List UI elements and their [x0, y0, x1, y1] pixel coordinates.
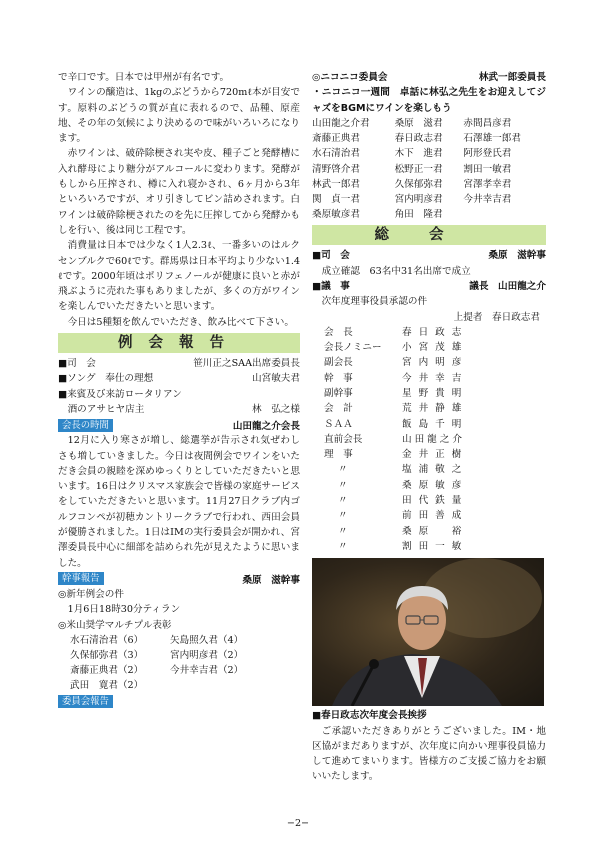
niko-row: 水石清治君 木下 進君 阿形登氏君	[312, 148, 512, 160]
officer-name: 星野貴明	[402, 387, 469, 399]
niko-names-table	[312, 116, 546, 222]
sokai-banner: 総会	[312, 225, 546, 245]
officer-role: 〃	[338, 510, 348, 522]
officer-name: 塩浦敬之	[402, 464, 469, 476]
kanji-line: 1月6日18時30分ティラン	[58, 604, 181, 616]
officer-name: 桑原敏彦	[402, 479, 469, 491]
info-row: ■ソング 奉仕の理想 山宮敏夫君	[58, 373, 300, 385]
iinkai-label: 委員会報告	[58, 695, 113, 708]
niko-row: 清野啓介君 松野正一君 割田一敏君	[312, 163, 512, 175]
officer-role: 会長ノミニー	[324, 342, 382, 354]
sokai-row: 次年度理事役員承認の件	[312, 296, 428, 308]
award-row: 斎藤正典君（2） 今井幸吉君（2）	[70, 665, 244, 677]
officer-name: 山田龍之介	[402, 433, 465, 445]
officer-name: 小宮茂雄	[402, 342, 469, 354]
officer-name: 田代鉄量	[402, 495, 469, 507]
right-column	[312, 70, 546, 785]
kanji-speaker: 桑原 滋幹事	[242, 574, 300, 586]
officer-role: 〃	[338, 540, 348, 552]
info-row: ■司 会 笹川正之SAA出席委員長	[58, 358, 300, 370]
award-row: 久保郁弥君（3） 宮内明彦君（2）	[70, 650, 244, 661]
page-number: −2−	[286, 818, 310, 829]
officer-role: 副会長	[324, 357, 353, 369]
kanji-label: 幹事報告	[58, 572, 104, 585]
niko-heading: ◎ニコニコ委員会 林武一郎委員長	[312, 72, 546, 83]
niko-row: 桑原敏彦君 角田 隆君	[312, 209, 443, 221]
officer-role: 〃	[338, 464, 348, 476]
award-row: 水石清治君（6） 矢島照久君（4）	[70, 634, 244, 646]
sokai-row: ■司 会 桑原 滋幹事	[312, 250, 546, 262]
niko-row: 山田龍之介君 桑原 滋君 赤間昌彦君	[312, 117, 512, 129]
officer-name: 割田一敏	[402, 540, 469, 552]
left-column	[58, 70, 300, 709]
kaicho-label: 会長の時間	[58, 419, 113, 432]
officer-role: 会 長	[324, 326, 353, 338]
speaker-photo	[312, 558, 544, 706]
kaicho-speaker: 山田龍之介会長	[232, 421, 300, 433]
officer-role: 〃	[338, 495, 348, 507]
reikai-banner: 例会報告	[58, 333, 300, 353]
officer-name: 飯島千明	[402, 418, 469, 430]
officer-role: ＳＡＡ	[324, 418, 353, 430]
award-row: 武田 寛君（2）	[70, 680, 144, 692]
sokai-row: ■議 事 議長 山田龍之介	[312, 280, 546, 292]
sokai-row: 上提者 春日政志君	[453, 311, 540, 323]
officer-name: 宮内明彦	[402, 357, 469, 369]
officer-name: 金井正樹	[402, 449, 469, 461]
kaicho-text: 12月に入り寒さが増し、総選挙が告示され気ぜわしさも増していきました。今日は夜間例会でワインをいただき会員の親睦を深めゆっくりとしていただきたいと思います。16日はクリスマス家族会で皆様の家庭サービスをしていただきたいと思います。11月27日クラブ内ゴルフコンペが初穂カントリークラブで行われ、西田会員が優勝されました。1日はIMの実行委員会が開かれ、宮澤委員長中心に細部を詰められ先が見えたように思いました。	[58, 435, 300, 569]
intro-paragraph: ワインの醸造は、1kgのぶどうから720mℓ本が目安です。原料のぶどうの質が直に表れるので、品種、原産地、その年の気候により決めるので味がいろいろになります。	[58, 87, 300, 145]
officer-name: 前田善成	[402, 510, 469, 522]
iinkai-header	[58, 695, 300, 708]
niko-subtitle: ・ニコニコ一週間 卓話に林弘之先生をお迎えしてジャズをBGMにワインを楽しもう	[312, 87, 546, 114]
officer-role: 副幹事	[324, 387, 353, 399]
officer-role: 会 計	[324, 403, 353, 415]
photo-caption: ■春日政志次年度会長挨拶	[312, 710, 427, 722]
niko-row: 斎藤正典君 春日政志君 石澤雄一郎君	[312, 133, 521, 145]
intro-paragraph: 今日は5種類を飲んでいただき、飲み比べて下さい。	[67, 316, 294, 328]
officer-name: 今井幸吉	[402, 372, 469, 384]
closing-text: ご承認いただきありがとうございました。IM・地区協がまだありますが、次年度に向かい理事役員協力して進めてまいります。皆様方のご支援ご協力をお願いいたします。	[312, 725, 546, 783]
officer-list	[312, 325, 546, 554]
kaicho-header	[58, 418, 300, 432]
info-row: 酒のアサヒヤ店主 林 弘之様	[58, 403, 300, 415]
speaker-illustration	[312, 558, 544, 706]
kanji-line: ◎米山奨学マルチプル表彰	[58, 619, 172, 631]
officer-role: 理 事	[324, 449, 353, 461]
officer-role: 〃	[338, 525, 348, 537]
kanji-line: ◎新年例会の件	[58, 588, 124, 600]
kanji-header	[58, 572, 300, 586]
intro-paragraph: 消費量は日本では少なく1人2.3ℓ、一番多いのはルクセンブルクで60ℓです。群馬県は日本平均より少ない1.4ℓです。2000年頃はポリフェノールが健康に良いと赤が飛ぶように売れた事もありましたが、多くの方がワインを楽しんでいただきたいと思います。	[58, 240, 300, 313]
officer-name: 春日政志	[402, 326, 469, 338]
officer-name: 桑原 裕	[402, 525, 469, 537]
info-row: ■来賓及び来訪ロータリアン	[58, 388, 182, 400]
intro-paragraph: 赤ワインは、破砕除梗され実や皮、種子ごと発酵槽に入れ酵母により糖分がアルコールに変わります。発酵がもしから圧搾され、樽に入れ寝かされ、6ヶ月から3年といろいろですが、オリ引きしてビン詰めされます。白ワインは破砕除梗されたのを先に圧搾してから発酵かもしを行い、後は同じ工程です。	[58, 148, 300, 236]
intro-paragraph: で辛口です。日本では甲州が有名です。	[58, 72, 230, 83]
officer-role: 幹 事	[324, 372, 353, 384]
niko-row: 林武一郎君 久保郁弥君 宮澤孝幸君	[312, 178, 512, 190]
officer-role: 〃	[338, 479, 348, 491]
niko-row: 関 貞一君 宮内明彦君 今井幸吉君	[312, 193, 512, 205]
sokai-row: 成立確認 63名中31名出席で成立	[312, 265, 471, 277]
officer-role: 直前会長	[324, 433, 363, 445]
officer-name: 荒井静雄	[402, 403, 469, 415]
award-table	[70, 633, 270, 694]
